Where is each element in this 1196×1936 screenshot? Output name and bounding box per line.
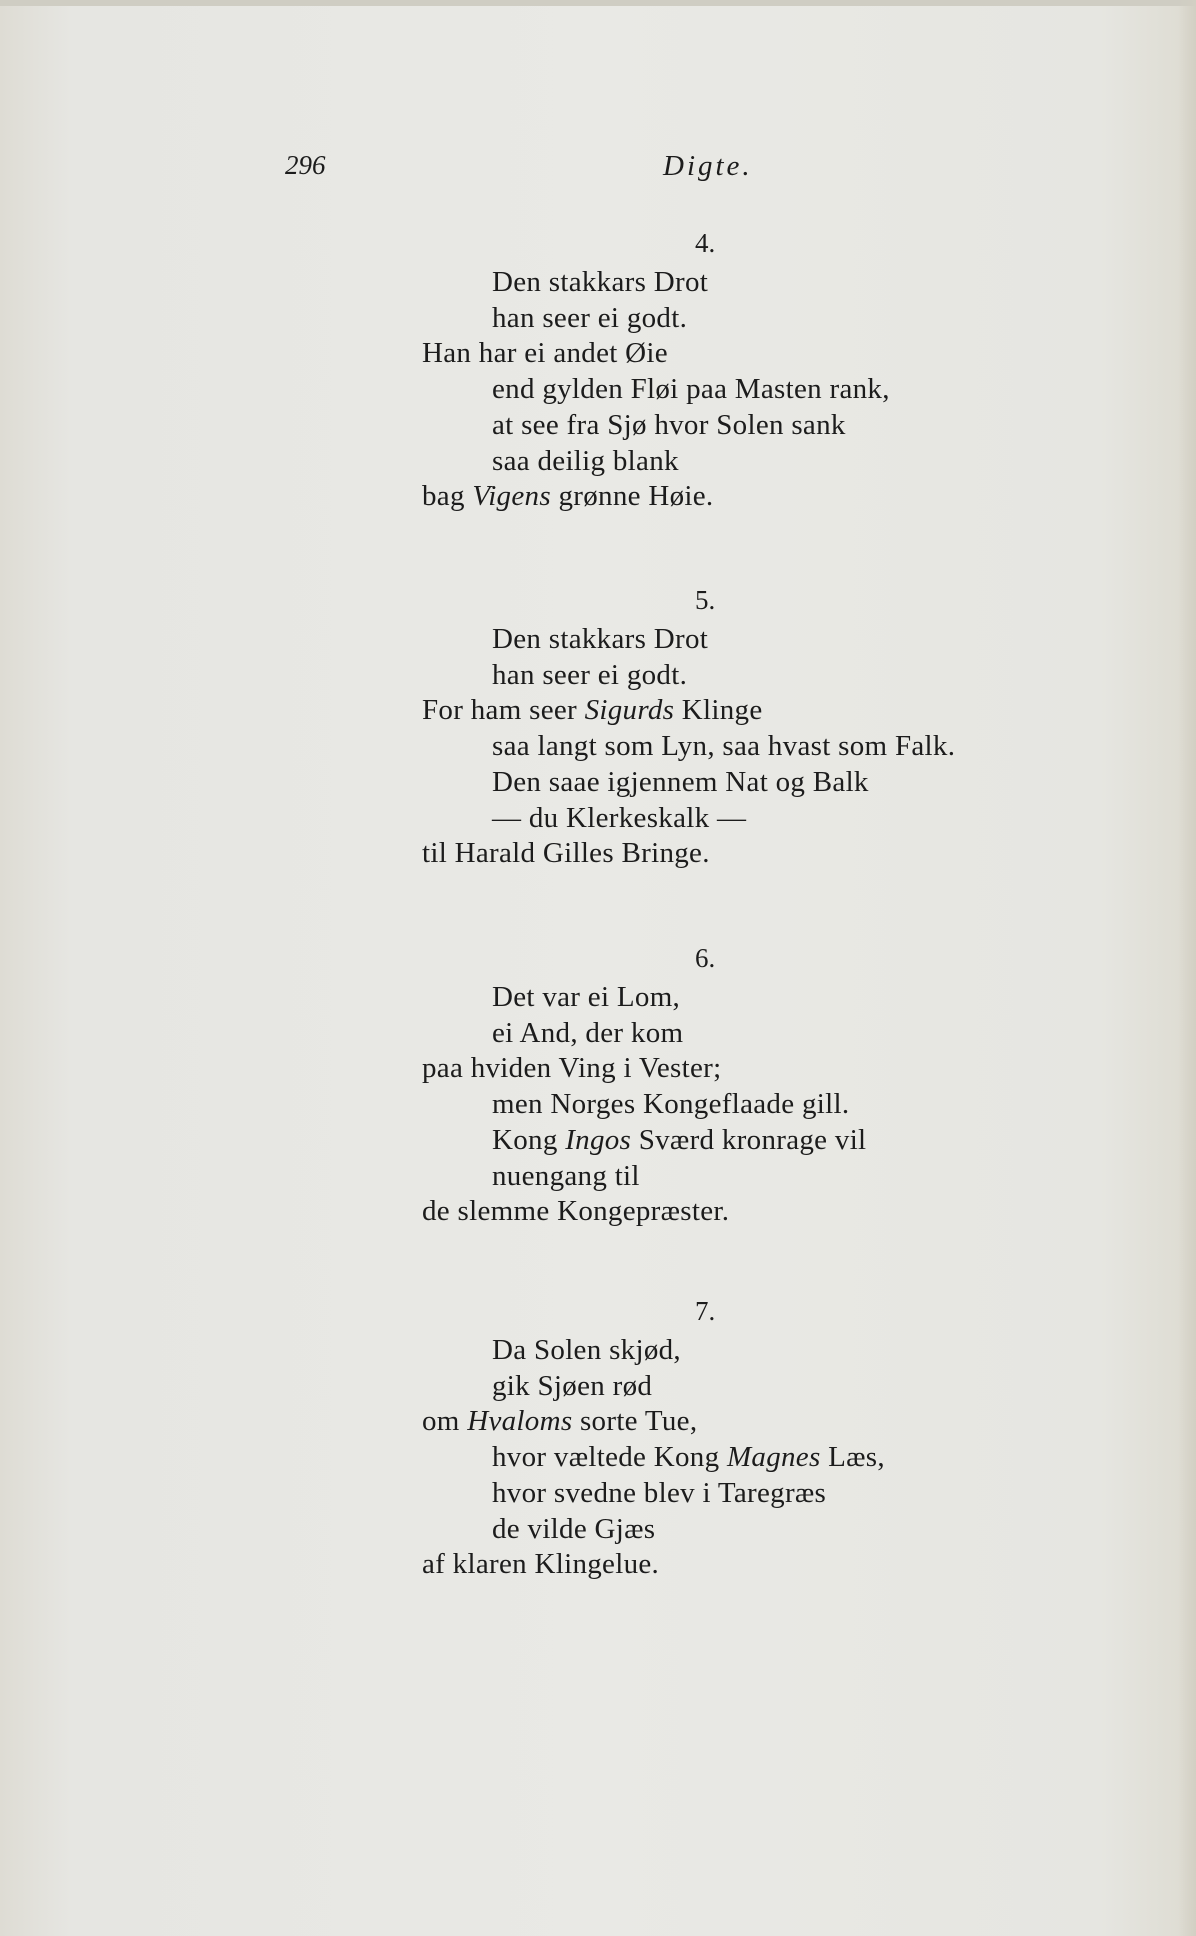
verse-line — [492, 1477, 826, 1510]
verse-line — [492, 766, 869, 799]
verse-text: af klaren Klingelue. — [422, 1548, 660, 1581]
verse-text: gik Sjøen rød — [492, 1369, 653, 1402]
verse-line — [492, 266, 708, 299]
verse-text: end gylden Fløi paa Masten rank, — [492, 373, 890, 406]
verse-text: bag — [422, 480, 473, 513]
verse-line — [492, 1160, 640, 1193]
verse-line — [492, 1017, 683, 1050]
verse-text: han seer ei godt. — [492, 658, 688, 691]
verse-line — [492, 1441, 885, 1474]
italic-name: Hvaloms — [467, 1405, 573, 1438]
verse-line — [492, 1513, 655, 1546]
verse-line — [422, 1548, 659, 1581]
page-right-edge — [1178, 0, 1196, 1936]
verse-text: hvor svedne blev i Taregræs — [492, 1476, 827, 1509]
page-number: 296 — [285, 150, 326, 180]
verse-text: For ham seer — [422, 694, 585, 727]
verse-text: nuengang til — [492, 1159, 640, 1192]
verse-line — [492, 1370, 652, 1403]
verse-text: Han har ei andet Øie — [422, 337, 668, 370]
verse-line — [492, 730, 955, 763]
verse-line — [422, 837, 710, 870]
italic-name: Sigurds — [584, 694, 675, 727]
verse-text: Sværd kronrage vil — [631, 1123, 867, 1156]
verse-text: Da Solen skjød, — [492, 1334, 681, 1366]
verse-text: de slemme Kongepræster. — [422, 1195, 730, 1228]
verse-text: saa deilig blank — [492, 444, 679, 477]
verse-text: om — [422, 1405, 468, 1438]
verse-line — [492, 302, 687, 335]
verse-text: Den stakkars Drot — [492, 623, 709, 655]
verse-text: de vilde Gjæs — [492, 1512, 656, 1545]
verse-text: Den saae igjennem Nat og Balk — [492, 765, 869, 798]
verse-line — [492, 623, 708, 656]
verse-line — [422, 1195, 729, 1228]
running-header — [0, 150, 1196, 190]
verse-line — [492, 373, 890, 406]
verse-line — [492, 409, 846, 442]
verse-text: Læs, — [820, 1441, 885, 1474]
verse-line — [422, 480, 713, 513]
verse-line — [492, 659, 687, 692]
italic-name: Ingos — [565, 1123, 632, 1156]
verse-text: sorte Tue, — [572, 1405, 698, 1438]
verse-line — [422, 337, 668, 370]
verse-line — [492, 445, 679, 478]
italic-name: Magnes — [726, 1441, 821, 1474]
verse-text: til Harald Gilles Bringe. — [422, 837, 710, 870]
verse-text: han seer ei godt. — [492, 301, 688, 334]
verse-line — [422, 1052, 721, 1085]
verse-line — [492, 802, 746, 835]
stanza-number: 7. — [695, 1296, 716, 1326]
verse-text: hvor væltede Kong — [492, 1441, 727, 1474]
stanza-number: 4. — [695, 228, 716, 258]
verse-text: Klinge — [674, 694, 763, 727]
verse-line — [492, 1334, 681, 1367]
stanza-number: 5. — [695, 585, 716, 615]
verse-text: at see fra Sjø hvor Solen sank — [492, 408, 846, 441]
verse-text: Den stakkars Drot — [492, 266, 709, 298]
verse-line — [492, 1088, 849, 1121]
verse-text: paa hviden Ving i Vester; — [422, 1052, 722, 1085]
verse-line — [492, 981, 680, 1014]
verse-text: saa langt som Lyn, saa hvast som Falk. — [492, 730, 956, 763]
italic-name: Vigens — [472, 480, 551, 513]
verse-line — [492, 1124, 866, 1157]
page-top-edge — [0, 0, 1196, 6]
verse-text: — du Klerkeskalk — — [492, 801, 747, 834]
verse-text: men Norges Kongeflaade gill. — [492, 1088, 850, 1121]
verse-text: ei And, der kom — [492, 1016, 684, 1049]
verse-line — [422, 694, 763, 727]
running-title: Digte. — [663, 150, 753, 182]
verse-text: Kong — [492, 1123, 566, 1156]
verse-text: Det var ei Lom, — [492, 981, 681, 1013]
verse-line — [422, 1405, 697, 1438]
verse-text: grønne Høie. — [550, 480, 714, 513]
stanza-number: 6. — [695, 943, 716, 973]
